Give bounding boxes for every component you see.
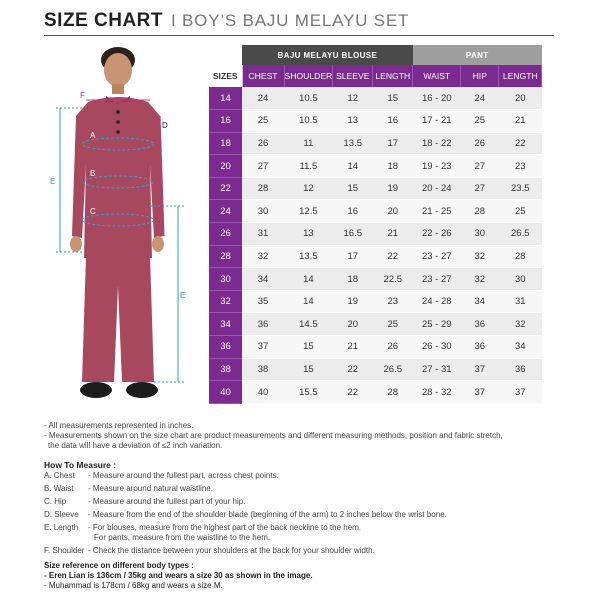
table-cell: 22 bbox=[499, 132, 542, 155]
table-cell: 16 bbox=[373, 110, 413, 133]
table-cell: 20 bbox=[373, 200, 413, 223]
label-b: B bbox=[90, 169, 96, 178]
group-pant: PANT bbox=[413, 45, 542, 65]
table-cell: 34 bbox=[242, 268, 284, 291]
table-cell: 23 - 27 bbox=[413, 268, 461, 291]
table-cell: 20 bbox=[499, 87, 542, 110]
table-cell: 22 bbox=[333, 381, 373, 404]
table-cell: 23 bbox=[499, 155, 542, 178]
reference-title: Size reference on different body types : bbox=[44, 561, 194, 570]
col-waist: WAIST bbox=[413, 65, 461, 87]
table-cell: 27 bbox=[242, 155, 284, 178]
table-cell: 13 bbox=[284, 223, 333, 246]
table-cell: 12.5 bbox=[284, 200, 333, 223]
table-cell: 19 bbox=[373, 177, 413, 200]
table-row bbox=[209, 200, 542, 223]
model-figure bbox=[38, 46, 198, 418]
table-cell: 27 - 31 bbox=[413, 358, 461, 381]
table-row bbox=[209, 358, 542, 381]
table-cell: 37 bbox=[242, 336, 284, 359]
table-cell: 19 - 23 bbox=[413, 155, 461, 178]
table-cell: 26 - 30 bbox=[413, 336, 461, 359]
size-cell: 36 bbox=[209, 336, 242, 359]
label-d: D bbox=[162, 121, 168, 130]
table-cell: 28 bbox=[242, 177, 284, 200]
howto-item bbox=[44, 471, 564, 481]
table-cell: 14 bbox=[284, 268, 333, 291]
table-cell: 13 bbox=[333, 110, 373, 133]
table-cell: 22 bbox=[373, 245, 413, 268]
table-cell: 24 bbox=[461, 87, 499, 110]
col-hip: HIP bbox=[461, 65, 499, 87]
table-cell: 36 bbox=[242, 313, 284, 336]
table-cell: 17 bbox=[333, 245, 373, 268]
table-cell: 17 bbox=[373, 132, 413, 155]
col-sleeve: SLEEVE bbox=[333, 65, 373, 87]
table-cell: 23 - 27 bbox=[413, 245, 461, 268]
table-cell: 37 bbox=[499, 381, 542, 404]
howto-key: A. Chest bbox=[44, 471, 75, 480]
howto-key: D. Sleeve bbox=[44, 510, 79, 519]
table-row bbox=[209, 110, 542, 133]
howto-text: - Measure around natural waistline. bbox=[88, 484, 213, 493]
table-cell: 36 bbox=[499, 358, 542, 381]
table-row bbox=[209, 87, 542, 110]
table-row bbox=[209, 223, 542, 246]
size-cell: 14 bbox=[209, 87, 242, 110]
col-chest: CHEST bbox=[242, 65, 284, 87]
table-row bbox=[209, 245, 542, 268]
size-cell: 28 bbox=[209, 245, 242, 268]
table-cell: 26 bbox=[373, 336, 413, 359]
column-header-row bbox=[209, 65, 542, 87]
table-cell: 28 - 32 bbox=[413, 381, 461, 404]
table-cell: 30 bbox=[461, 223, 499, 246]
group-blouse: BAJU MELAYU BLOUSE bbox=[242, 45, 413, 65]
table-cell: 21 bbox=[333, 336, 373, 359]
table-cell: 28 bbox=[461, 200, 499, 223]
table-cell: 26.5 bbox=[373, 358, 413, 381]
howto-text: - Measure around the fullest part of your hip. bbox=[88, 497, 246, 506]
table-cell: 20 - 24 bbox=[413, 177, 461, 200]
size-cell: 24 bbox=[209, 200, 242, 223]
col-shoulder: SHOULDER bbox=[284, 65, 333, 87]
howto-key: C. Hip bbox=[44, 497, 67, 506]
size-cell: 20 bbox=[209, 155, 242, 178]
table-cell: 15 bbox=[373, 87, 413, 110]
table-cell: 16.5 bbox=[333, 223, 373, 246]
table-row bbox=[209, 290, 542, 313]
howto-text: - Check the distance between your shoulders at the back for your shoulder width. bbox=[88, 546, 375, 555]
col-pant-length: LENGTH bbox=[499, 65, 542, 87]
reference-line: - Muhammad is 178cm / 68kg and wears a size M. bbox=[44, 581, 223, 590]
howto-item bbox=[44, 497, 564, 507]
howto-key: E. Length bbox=[44, 523, 79, 532]
table-cell: 11 bbox=[284, 132, 333, 155]
table-cell: 23.5 bbox=[499, 177, 542, 200]
table-cell: 28 bbox=[373, 381, 413, 404]
table-cell: 25 bbox=[461, 110, 499, 133]
table-cell: 19 bbox=[333, 290, 373, 313]
table-cell: 13.5 bbox=[284, 245, 333, 268]
table-cell: 12 bbox=[284, 177, 333, 200]
table-cell: 18 - 22 bbox=[413, 132, 461, 155]
table-cell: 18 bbox=[373, 155, 413, 178]
table-cell: 25 - 29 bbox=[413, 313, 461, 336]
size-table bbox=[209, 45, 542, 404]
howto-item bbox=[44, 484, 564, 494]
table-cell: 31 bbox=[499, 290, 542, 313]
size-cell: 40 bbox=[209, 381, 242, 404]
size-cell: 32 bbox=[209, 290, 242, 313]
table-cell: 36 bbox=[461, 313, 499, 336]
col-blouse-length: LENGTH bbox=[373, 65, 413, 87]
table-cell: 24 bbox=[242, 87, 284, 110]
howto-text-continued: For pants, measure from the waistline to the hem. bbox=[94, 533, 271, 542]
size-cell: 18 bbox=[209, 132, 242, 155]
table-cell: 30 bbox=[499, 268, 542, 291]
table-cell: 32 bbox=[461, 268, 499, 291]
table-cell: 26 bbox=[461, 132, 499, 155]
size-rows bbox=[209, 87, 542, 403]
table-cell: 15 bbox=[284, 358, 333, 381]
table-cell: 14.5 bbox=[284, 313, 333, 336]
label-f: F bbox=[80, 91, 85, 100]
table-cell: 15.5 bbox=[284, 381, 333, 404]
howto-item bbox=[44, 546, 564, 556]
table-row bbox=[209, 313, 542, 336]
table-cell: 13.5 bbox=[333, 132, 373, 155]
table-cell: 21 bbox=[499, 110, 542, 133]
table-cell: 26.5 bbox=[499, 223, 542, 246]
table-cell: 34 bbox=[499, 336, 542, 359]
model-pants bbox=[82, 256, 154, 382]
label-a: A bbox=[90, 131, 96, 140]
table-row bbox=[209, 155, 542, 178]
table-cell: 40 bbox=[242, 381, 284, 404]
model-left-shoe bbox=[80, 382, 112, 398]
table-cell: 37 bbox=[461, 358, 499, 381]
howto-item bbox=[44, 510, 564, 520]
size-cell: 22 bbox=[209, 177, 242, 200]
howto-key: F. Shoulder bbox=[44, 546, 85, 555]
table-cell: 22.5 bbox=[373, 268, 413, 291]
table-cell: 15 bbox=[284, 336, 333, 359]
table-cell: 38 bbox=[242, 358, 284, 381]
table-cell: 32 bbox=[242, 245, 284, 268]
table-cell: 22 - 26 bbox=[413, 223, 461, 246]
title-bar bbox=[44, 10, 554, 36]
howto-item bbox=[44, 523, 564, 543]
table-cell: 21 - 25 bbox=[413, 200, 461, 223]
table-cell: 34 bbox=[461, 290, 499, 313]
table-cell: 27 bbox=[461, 177, 499, 200]
size-cell: 38 bbox=[209, 358, 242, 381]
table-cell: 27 bbox=[461, 155, 499, 178]
table-cell: 16 - 20 bbox=[413, 87, 461, 110]
size-cell: 26 bbox=[209, 223, 242, 246]
table-cell: 36 bbox=[461, 336, 499, 359]
size-cell: 16 bbox=[209, 110, 242, 133]
table-cell: 25 bbox=[242, 110, 284, 133]
table-cell: 11.5 bbox=[284, 155, 333, 178]
col-sizes: SIZES bbox=[209, 65, 242, 87]
note-line: the data will have a deviation of ≤2 inch variation. bbox=[48, 441, 223, 450]
howto-text: - Measure from the end of the shoulder blade (beginning of the arm) to 2 inches below the wrist bone. bbox=[88, 510, 447, 519]
howto-list bbox=[44, 471, 564, 559]
model-left-hand bbox=[70, 236, 82, 252]
howto-title: How To Measure : bbox=[44, 460, 117, 470]
table-cell: 10.5 bbox=[284, 87, 333, 110]
note-line: - Measurements shown on the size chart are product measurements and different measuring methods, position and fabric stretch, bbox=[44, 431, 503, 440]
table-row bbox=[209, 177, 542, 200]
table-cell: 32 bbox=[499, 313, 542, 336]
table-cell: 18 bbox=[333, 268, 373, 291]
page-subtitle: I BOY’S BAJU MELAYU SET bbox=[171, 11, 410, 30]
table-cell: 14 bbox=[284, 290, 333, 313]
model-neck bbox=[112, 84, 124, 94]
group-header-row bbox=[209, 45, 542, 65]
table-cell: 37 bbox=[461, 381, 499, 404]
table-cell: 28 bbox=[499, 245, 542, 268]
table-cell: 23 bbox=[373, 290, 413, 313]
howto-key: B. Waist bbox=[44, 484, 74, 493]
howto-text: - For blouses, measure from the highest part of the back neckline to the hem. bbox=[88, 523, 362, 532]
reference-line: - Eren Lian is 136cm / 35kg and wears a size 30 as shown in the image. bbox=[44, 571, 313, 580]
label-e-bottom: E bbox=[180, 291, 186, 300]
table-cell: 12 bbox=[333, 87, 373, 110]
table-row bbox=[209, 268, 542, 291]
table-cell: 24 - 28 bbox=[413, 290, 461, 313]
model-right-shoe bbox=[126, 382, 158, 398]
notes bbox=[44, 421, 564, 451]
size-cell: 34 bbox=[209, 313, 242, 336]
table-cell: 20 bbox=[333, 313, 373, 336]
table-cell: 10.5 bbox=[284, 110, 333, 133]
table-cell: 22 bbox=[333, 358, 373, 381]
label-e-top: E bbox=[50, 177, 56, 186]
table-row bbox=[209, 336, 542, 359]
table-cell: 35 bbox=[242, 290, 284, 313]
table-cell: 30 bbox=[242, 200, 284, 223]
table-cell: 31 bbox=[242, 223, 284, 246]
note-line: - All measurements represented in inches. bbox=[44, 421, 194, 430]
table-cell: 32 bbox=[461, 245, 499, 268]
size-cell: 30 bbox=[209, 268, 242, 291]
table-cell: 25 bbox=[373, 313, 413, 336]
page-title: SIZE CHART bbox=[44, 10, 163, 31]
table-cell: 26 bbox=[242, 132, 284, 155]
reference-list bbox=[44, 571, 313, 591]
label-c: C bbox=[90, 207, 96, 216]
table-row bbox=[209, 132, 542, 155]
table-cell: 15 bbox=[333, 177, 373, 200]
table-cell: 25 bbox=[499, 200, 542, 223]
model-face bbox=[104, 53, 132, 87]
table-row bbox=[209, 381, 542, 404]
table-cell: 14 bbox=[333, 155, 373, 178]
table-cell: 17 - 21 bbox=[413, 110, 461, 133]
table-cell: 16 bbox=[333, 200, 373, 223]
table-cell: 21 bbox=[373, 223, 413, 246]
model-right-hand bbox=[152, 236, 164, 252]
howto-text: - Measure around the fullest part, across chest points. bbox=[88, 471, 279, 480]
